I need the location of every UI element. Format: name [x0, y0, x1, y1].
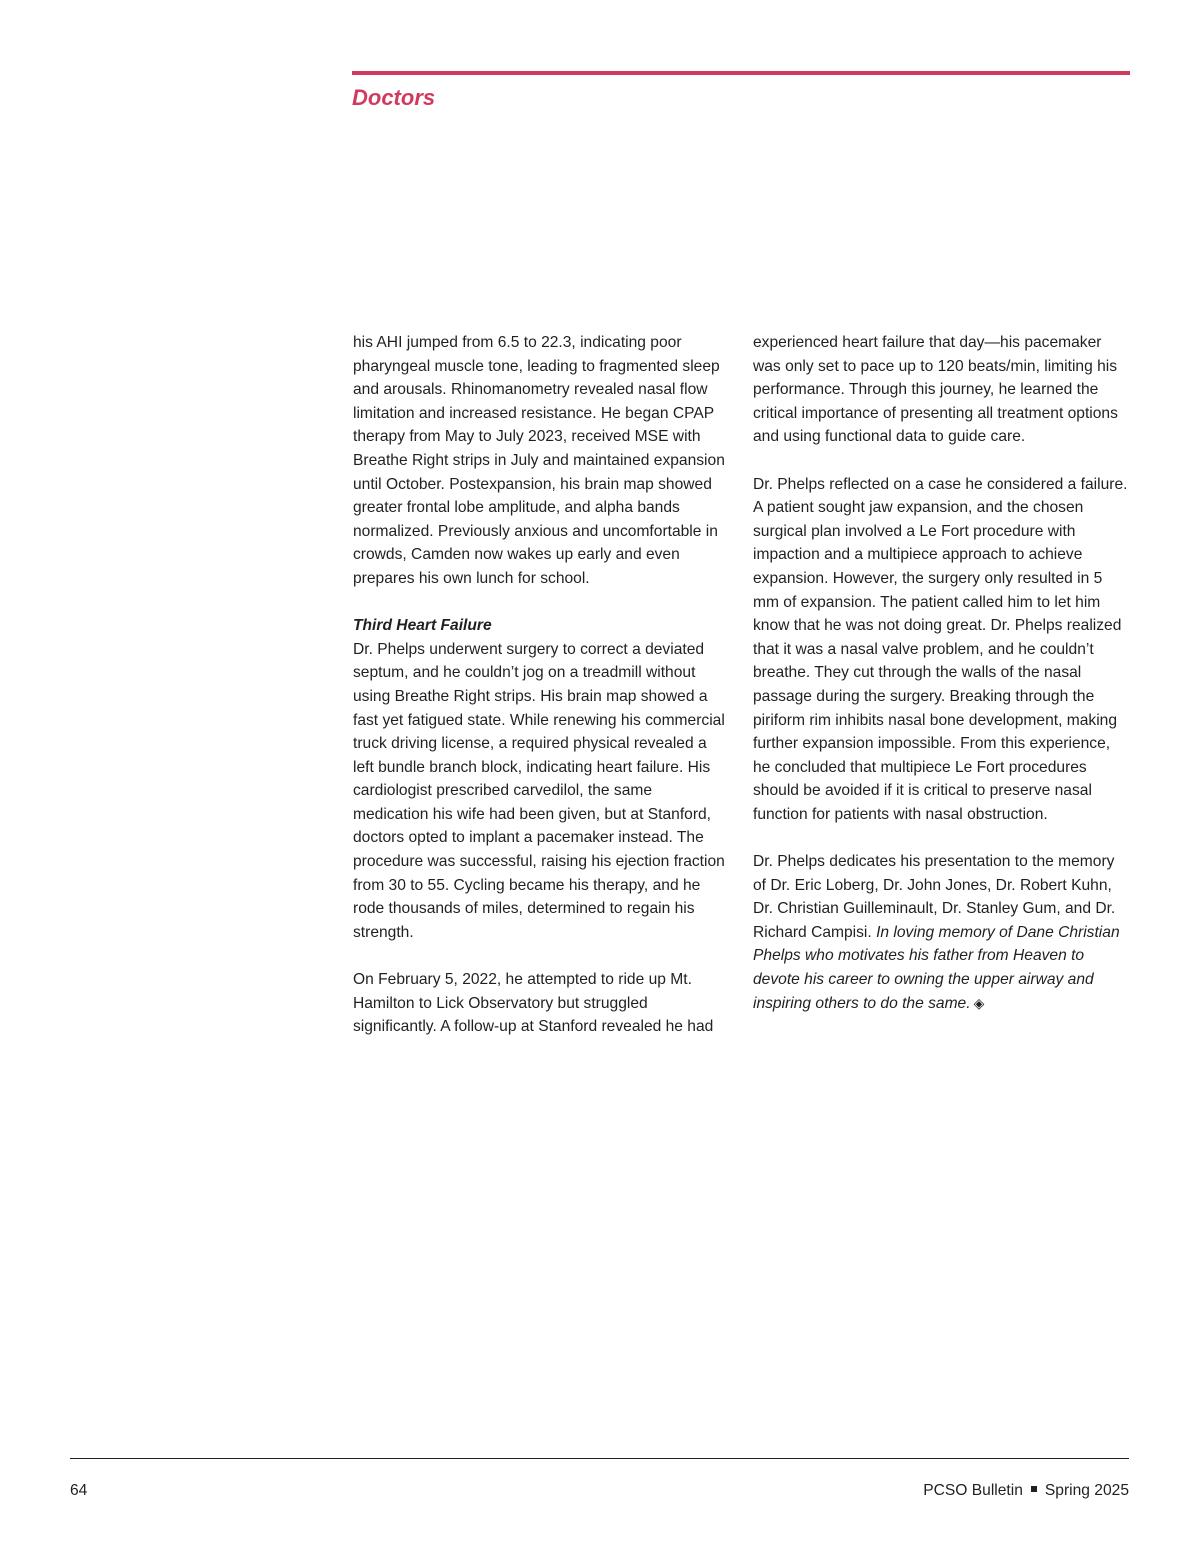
- header-rule: [352, 71, 1130, 75]
- end-of-article-icon: ◈: [973, 994, 985, 1011]
- paragraph: On February 5, 2022, he attempted to ride up Mt. Hamilton to Lick Observatory but struggled significantly. A follow-up at Stanford revealed he had: [353, 971, 714, 1036]
- dedication-paragraph: [753, 850, 1131, 1015]
- memorial-text: In loving memory of Dane Christian Phelps who motivates his father from Heaven to devote his career to owning the upper airway and inspiring others to do the same.: [753, 923, 1120, 1012]
- subheading: Third Heart Failure: [353, 617, 492, 635]
- paragraph: Dr. Phelps underwent surgery to correct a deviated septum, and he couldn’t jog on a treadmill without using Breathe Right strips. His brain map showed a fast yet fatigued state. While renewing his commercial truck driving license, a required physical revealed a left bundle branch block, indicating heart failure. His cardiologist prescribed carvedilol, the same medication his wife had been given, but at Stanford, doctors opted to implant a pacemaker instead. The procedure was successful, raising his ejection fraction from 30 to 55. Cycling became his therapy, and he rode thousands of miles, determined to regain his strength.: [353, 640, 725, 941]
- page-number: 64: [70, 1482, 88, 1499]
- issue-label: Spring 2025: [1044, 1482, 1129, 1499]
- right-column: [753, 331, 1131, 1015]
- paragraph: experienced heart failure that day—his pacemaker was only set to pace up to 120 beats/min, limiting his performance. Through this journey, he learned the critical importance of presenting all treatment options and using functional data to guide care.: [753, 334, 1118, 446]
- footer-rule: [70, 1458, 1129, 1459]
- publication-name: PCSO Bulletin: [923, 1482, 1023, 1499]
- running-footer: [923, 1481, 1129, 1501]
- paragraph: Dr. Phelps reflected on a case he considered a failure. A patient sought jaw expansion, and the chosen surgical plan involved a Le Fort procedure with impaction and a multipiece approach to achieve expansion. However, the surgery only resulted in 5 mm of expansion. The patient called him to let him know that he was not doing great. Dr. Phelps realized that it was a nasal valve problem, and he couldn’t breathe. They cut through the walls of the nasal passage during the surgery. Breaking through the piriform rim inhibits nasal bone development, making further expansion impossible. From this experience, he concluded that multipiece Le Fort procedures should be avoided if it is critical to preserve nasal function for patients with nasal obstruction.: [753, 475, 1128, 823]
- dedication-text: Dr. Phelps dedicates his presentation to the memory of Dr. Eric Loberg, Dr. John Jones, Dr. Robert Kuhn, Dr. Christian Guilleminault, Dr. Stanley Gum, and Dr. Richard Campisi.: [753, 853, 1116, 941]
- section-title: Doctors: [352, 85, 436, 110]
- left-column: [353, 331, 731, 1039]
- paragraph: his AHI jumped from 6.5 to 22.3, indicating poor pharyngeal muscle tone, leading to fragmented sleep and arousals. Rhinomanometry revealed nasal flow limitation and increased resistance. He began CPAP therapy from May to July 2023, received MSE with Breathe Right strips in July and maintained expansion until October. Postexpansion, his brain map showed greater frontal lobe amplitude, and alpha bands normalized. Previously anxious and uncomfortable in crowds, Camden now wakes up early and even prepares his own lunch for school.: [353, 334, 725, 587]
- square-bullet-icon: [1031, 1486, 1037, 1492]
